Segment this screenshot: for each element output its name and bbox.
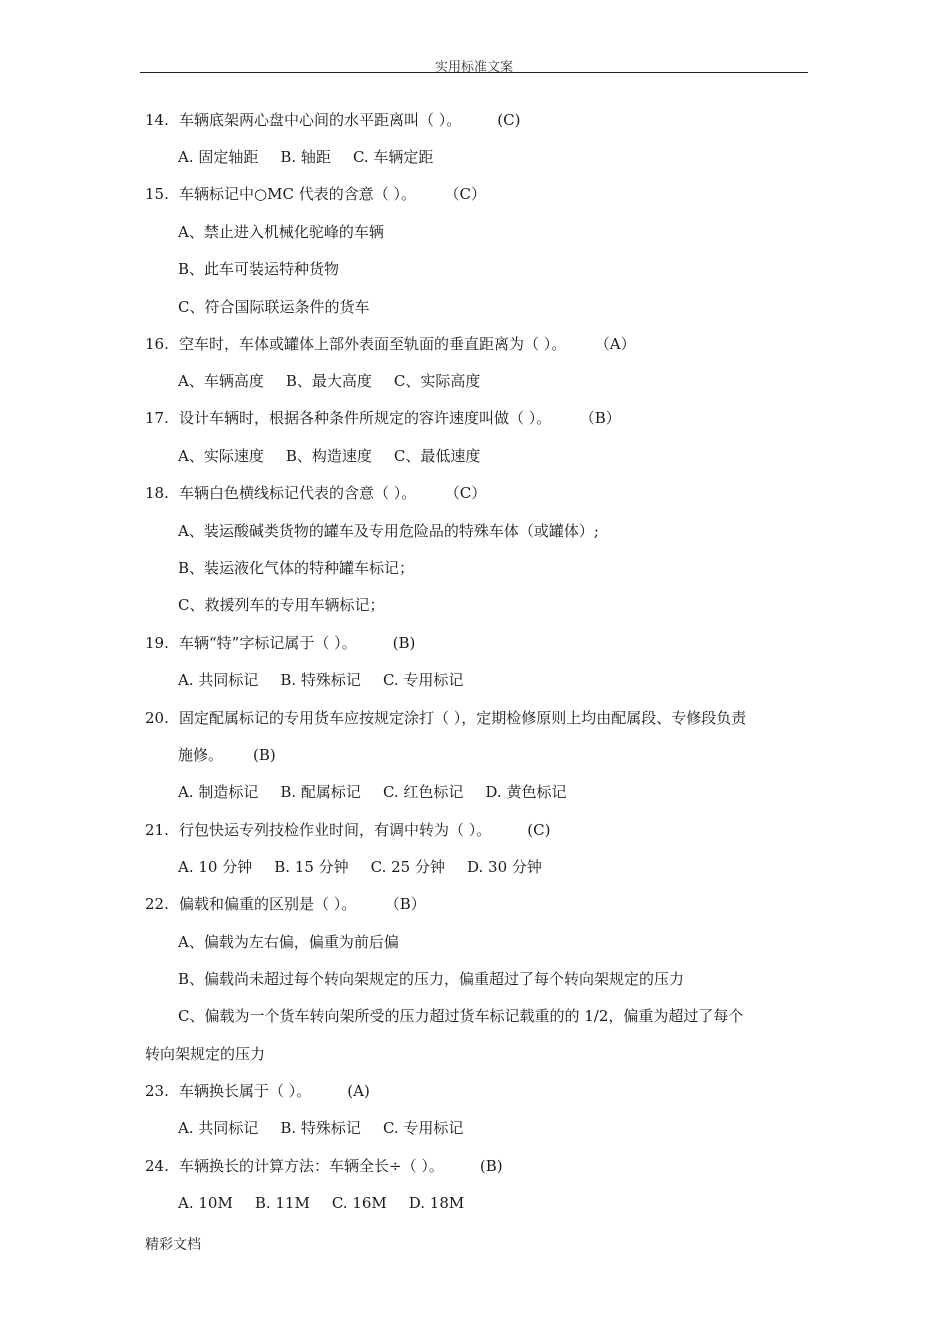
question-number: 22. [145, 895, 169, 913]
option: B. 轴距 [280, 148, 331, 166]
question-number: 19. [145, 634, 169, 652]
options-17 [178, 446, 480, 466]
option: D. 30 分钟 [467, 858, 542, 876]
question-number: 17. [145, 409, 169, 427]
question-number: 21. [145, 821, 169, 839]
options-24 [178, 1193, 464, 1213]
option: C、实际高度 [393, 372, 481, 390]
question-number: 23. [145, 1082, 169, 1100]
answer: （C） [451, 185, 486, 203]
question-number: 14. [145, 111, 169, 129]
question-16 [145, 334, 636, 354]
question-23 [145, 1081, 370, 1101]
option: A. 制造标记 [178, 783, 259, 801]
header-rule [140, 72, 808, 73]
page-footer: 精彩文档 [145, 1237, 201, 1253]
option: A. 10M [178, 1194, 233, 1212]
option: B、最大高度 [285, 372, 372, 390]
question-number: 15. [145, 185, 169, 203]
option-line-wrap: 转向架规定的压力 [145, 1045, 266, 1063]
option-line: A、装运酸碱类货物的罐车及专用危险品的特殊车体（或罐体）; [178, 522, 599, 540]
option: C. 车辆定距 [352, 148, 434, 166]
option: B. 15 分钟 [274, 858, 349, 876]
option: B. 特殊标记 [280, 671, 361, 689]
answer: (C) [497, 111, 521, 129]
question-number: 18. [145, 484, 169, 502]
option: A. 固定轴距 [178, 148, 259, 166]
question-number: 24. [145, 1157, 169, 1175]
question-text: 空车时，车体或罐体上部外表面至轨面的垂直距离为（ ）。 [179, 335, 567, 353]
answer: （B） [587, 409, 621, 427]
question-21 [145, 820, 550, 840]
answer: (B) [479, 1157, 503, 1175]
question-text: 车辆标记中○MC 代表的含意（ ）。 [179, 185, 416, 203]
question-text: 固定配属标记的专用货车应按规定涂打（ ），定期检修原则上均由配属段、专修段负责 [179, 709, 747, 727]
question-text: 车辆“特”字标记属于（ ）。 [179, 634, 357, 652]
option: C. 16M [331, 1194, 387, 1212]
question-text: 车辆换长属于（ ）。 [179, 1082, 312, 1100]
options-14 [178, 147, 433, 167]
question-number: 16. [145, 335, 169, 353]
option: A、实际速度 [178, 447, 264, 465]
option: D. 黄色标记 [485, 783, 567, 801]
question-text: 行包快运专列技检作业时间，有调中转为（ ）。 [179, 821, 492, 839]
question-text: 车辆换长的计算方法：车辆全长÷（ ）。 [179, 1157, 444, 1175]
option: B、构造速度 [285, 447, 372, 465]
question-text: 车辆底架两心盘中心间的水平距离叫（ ）。 [179, 111, 462, 129]
options-21 [178, 857, 542, 877]
options-20 [178, 782, 566, 802]
question-24 [145, 1156, 503, 1176]
answer: （C） [452, 484, 487, 502]
question-text: 设计车辆时，根据各种条件所规定的容许速度叫做（ ）。 [179, 409, 552, 427]
options-19 [178, 670, 463, 690]
answer: (A) [347, 1082, 370, 1100]
page-header: 实用标准文案 [434, 60, 513, 75]
question-14 [145, 110, 520, 130]
question-18 [145, 483, 486, 503]
option: D. 18M [408, 1194, 465, 1212]
option: B. 配属标记 [280, 783, 361, 801]
option: A. 10 分钟 [178, 858, 253, 876]
option: C. 红色标记 [382, 783, 464, 801]
answer: （A） [602, 335, 636, 353]
option: A. 共同标记 [178, 1119, 259, 1137]
option-line: B、此车可装运特种货物 [178, 260, 340, 278]
option: C. 专用标记 [382, 671, 464, 689]
option: A、车辆高度 [178, 372, 264, 390]
option: C、最低速度 [393, 447, 481, 465]
option-line: C、救援列车的专用车辆标记； [178, 596, 385, 614]
question-text: 偏载和偏重的区别是（ ）。 [179, 895, 357, 913]
option-line: B、偏载尚未超过每个转向架规定的压力，偏重超过了每个转向架规定的压力 [178, 970, 685, 988]
question-19 [145, 633, 415, 653]
options-16 [178, 371, 480, 391]
question-15 [145, 184, 486, 204]
answer: (C) [527, 821, 551, 839]
answer: （B） [392, 895, 426, 913]
option: B. 11M [254, 1194, 310, 1212]
option: C. 专用标记 [382, 1119, 464, 1137]
option: A. 共同标记 [178, 671, 259, 689]
option-line: A、偏载为左右偏，偏重为前后偏 [178, 933, 399, 951]
question-text: 施修。 [178, 746, 224, 764]
option-line: C、偏载为一个货车转向架所受的压力超过货车标记载重的的 1/2，偏重为超过了每个 [178, 1007, 744, 1025]
question-20 [145, 708, 746, 728]
question-text: 车辆白色横线标记代表的含意（ ）。 [179, 484, 417, 502]
option-line: A、禁止进入机械化驼峰的车辆 [178, 223, 384, 241]
question-22 [145, 894, 426, 914]
answer: (B) [392, 634, 416, 652]
options-23 [178, 1118, 463, 1138]
option: C. 25 分钟 [370, 858, 445, 876]
option-line: B、装运液化气体的特种罐车标记； [178, 559, 415, 577]
question-number: 20. [145, 709, 169, 727]
option-line: C、符合国际联运条件的货车 [178, 298, 370, 316]
answer: (B) [253, 746, 276, 764]
option: B. 特殊标记 [280, 1119, 361, 1137]
question-17 [145, 408, 621, 428]
question-20-continued [178, 745, 276, 765]
